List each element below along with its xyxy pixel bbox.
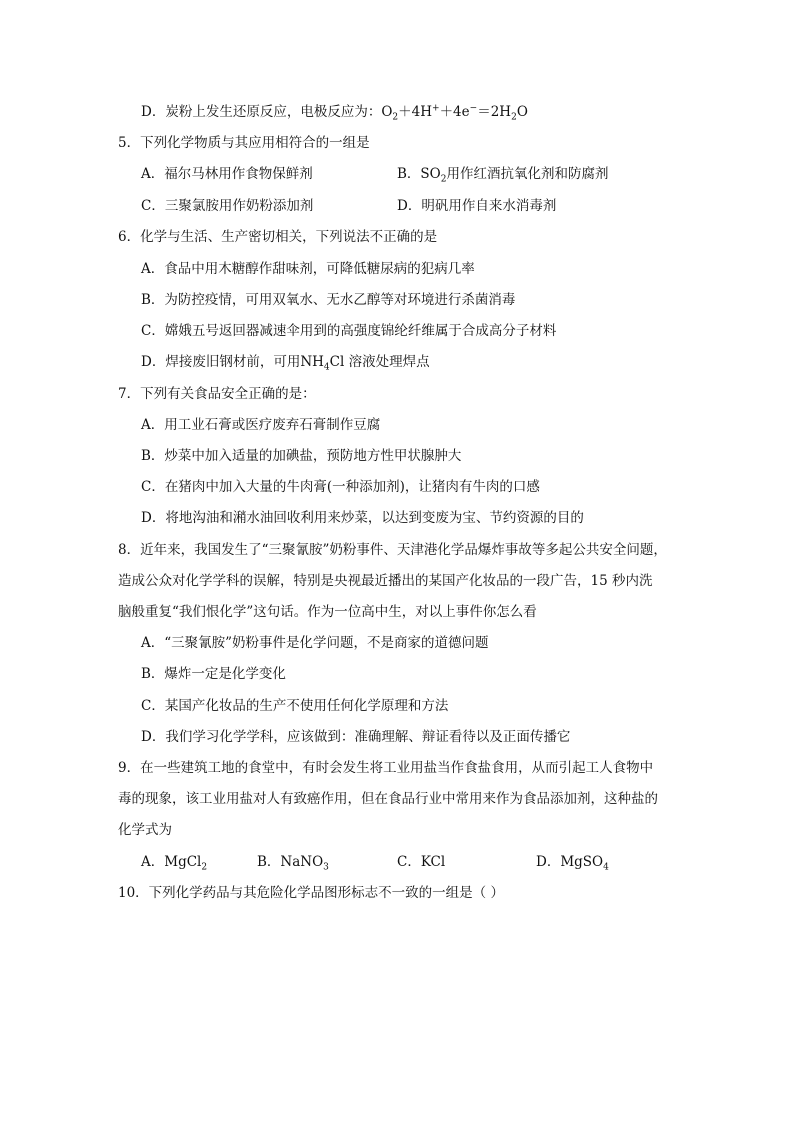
q9-option-a-text: A．MgCl bbox=[141, 854, 202, 870]
q9-stem-line-1: 9．在一些建筑工地的食堂中，有时会发生将工业用盐当作食盐食用，从而引起工人食物中 bbox=[118, 760, 654, 776]
q6-option-c: C．嫦娥五号返回器减速伞用到的高强度锦纶纤维属于合成高分子材料 bbox=[141, 323, 557, 339]
q7-option-b: B．炒菜中加入适量的加碘盐，预防地方性甲状腺肿大 bbox=[141, 448, 462, 464]
q8-option-c: C．某国产化妆品的生产不使用任何化学原理和方法 bbox=[141, 698, 449, 714]
superscript: − bbox=[469, 103, 478, 114]
q4-option-d-text: D．炭粉上发生还原反应，电极反应为：O bbox=[141, 104, 393, 120]
q7-stem: 7．下列有关食品安全正确的是： bbox=[118, 386, 316, 402]
subscript: 4 bbox=[603, 862, 609, 873]
q9-options-row bbox=[0, 852, 794, 872]
q4-option-d-text: ＝2H bbox=[477, 104, 512, 120]
q7-option-d: D．将地沟油和潲水油回收利用来炒菜，以达到变废为宝、节约资源的目的 bbox=[141, 510, 584, 526]
q10-stem: 10．下列化学药品与其危险化学品图形标志不一致的一组是（ ） bbox=[118, 885, 504, 901]
q8-option-d: D．我们学习化学学科，应该做到：准确理解、辩证看待以及正面传播它 bbox=[141, 729, 571, 745]
q8-option-b: B．爆炸一定是化学变化 bbox=[141, 666, 286, 682]
q6-option-a: A．食品中用木糖醇作甜味剂，可降低糖尿病的犯病几率 bbox=[141, 261, 475, 277]
q6-option-d bbox=[141, 352, 430, 372]
subscript: 2 bbox=[392, 112, 399, 123]
q5-options-row-1 bbox=[0, 164, 794, 184]
q5-option-b bbox=[397, 164, 608, 184]
q8-stem-line-3: 脑般重复“我们恨化学”这句话。作为一位高中生，对以上事件你怎么看 bbox=[118, 604, 537, 620]
q9-option-a bbox=[141, 852, 207, 872]
q8-stem-line-2: 造成公众对化学学科的误解，特别是央视最近播出的某国产化妆品的一段广告，15 秒内洗 bbox=[118, 573, 653, 589]
q7-option-a: A．用工业石膏或医疗废弃石膏制作豆腐 bbox=[141, 417, 381, 433]
q4-option-d-text: O bbox=[516, 104, 528, 120]
subscript: 4 bbox=[323, 362, 330, 373]
q5-option-a: A．福尔马林用作食物保鲜剂 bbox=[141, 166, 313, 182]
q9-option-d bbox=[536, 852, 609, 872]
q4-option-d-text: ＋4H bbox=[398, 104, 433, 120]
q9-stem-line-3: 化学式为 bbox=[118, 822, 172, 838]
q9-option-c: C．KCl bbox=[397, 854, 446, 870]
q5-options-row-2 bbox=[0, 196, 794, 216]
subscript: 2 bbox=[440, 174, 447, 185]
q9-option-b-text: B．NaNO bbox=[257, 854, 324, 870]
q6-option-d-text: D．焊接废旧钢材前，可用NH bbox=[141, 354, 324, 370]
q4-option-d-text: ＋4e bbox=[439, 104, 470, 120]
q6-stem: 6．化学与生活、生产密切相关，下列说法不正确的是 bbox=[118, 229, 438, 245]
q4-option-d bbox=[141, 102, 528, 122]
subscript: 2 bbox=[201, 862, 208, 873]
subscript: 2 bbox=[511, 112, 517, 123]
q5-option-c: C．三聚氯胺用作奶粉添加剂 bbox=[141, 198, 314, 214]
q5-stem: 5．下列化学物质与其应用相符合的一组是 bbox=[118, 135, 370, 151]
superscript: + bbox=[432, 103, 440, 114]
q5-option-b-text: 用作红酒抗氧化剂和防腐剂 bbox=[446, 166, 609, 182]
subscript: 3 bbox=[323, 862, 329, 873]
q8-option-a: A．“三聚氰胺”奶粉事件是化学问题，不是商家的道德问题 bbox=[141, 635, 489, 651]
q9-option-b bbox=[257, 852, 329, 872]
q9-stem-line-2: 毒的现象，该工业用盐对人有致癌作用，但在食品行业中常用来作为食品添加剂，这种盐的 bbox=[118, 791, 658, 807]
q6-option-d-text: Cl 溶液处理焊点 bbox=[329, 354, 430, 370]
q5-option-d: D．明矾用作自来水消毒剂 bbox=[397, 198, 557, 214]
q7-option-c: C．在猪肉中加入大量的牛肉膏(一种添加剂)，让猪肉有牛肉的口感 bbox=[141, 479, 540, 495]
q9-option-d-text: D．MgSO bbox=[536, 854, 604, 870]
q8-stem-line-1: 8．近年来，我国发生了“三聚氰胺”奶粉事件、天津港化学品爆炸事故等多起公共安全问题， bbox=[118, 542, 667, 558]
q6-option-b: B．为防控疫情，可用双氧水、无水乙醇等对环境进行杀菌消毒 bbox=[141, 292, 516, 308]
q5-option-b-text: B．SO bbox=[397, 166, 441, 182]
